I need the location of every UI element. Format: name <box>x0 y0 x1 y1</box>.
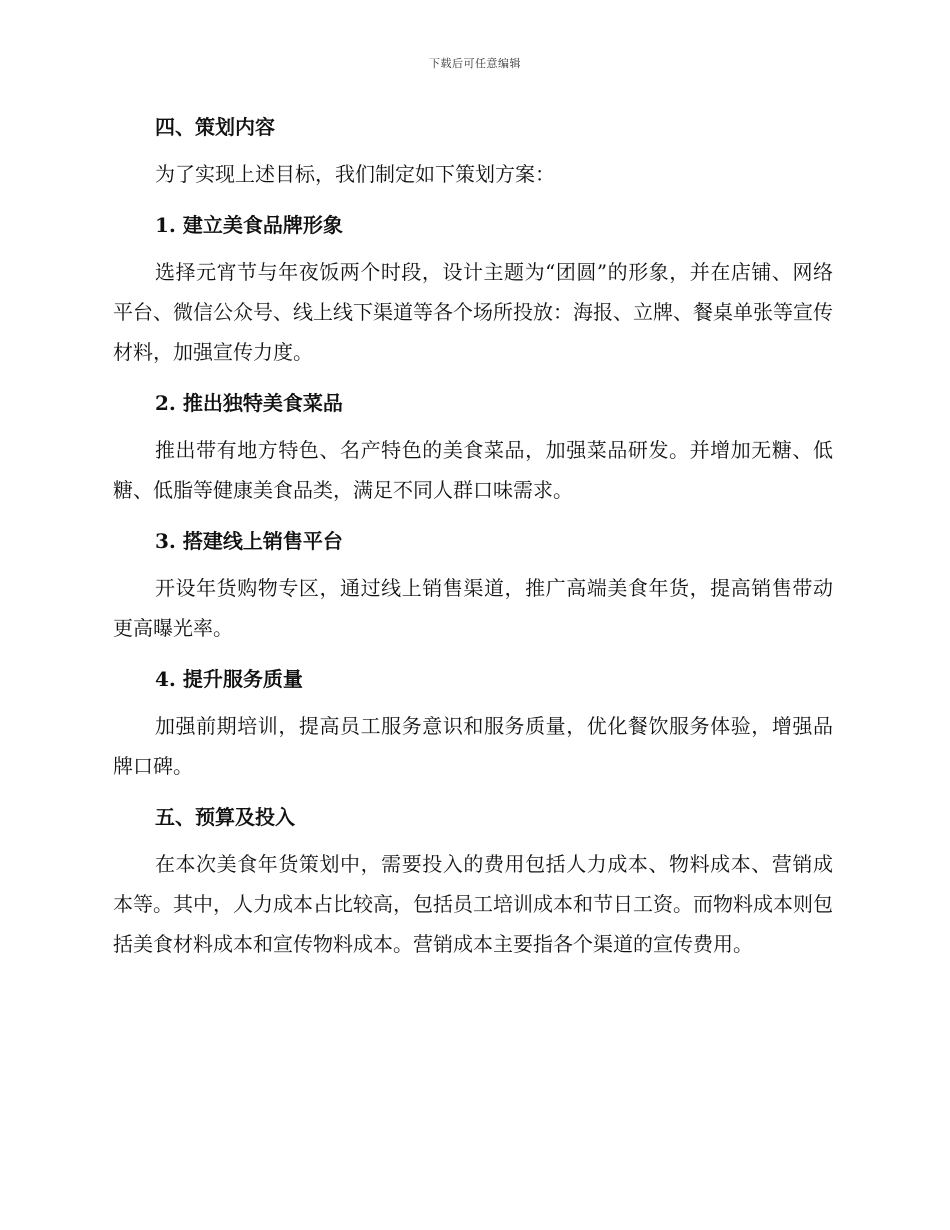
paragraph-online-sales: 开设年货购物专区，通过线上销售渠道，推广高端美食年货，提高销售带动更高曝光率。 <box>113 576 833 640</box>
paragraph-budget: 在本次美食年货策划中，需要投入的费用包括人力成本、物料成本、营销成本等。其中，人力成本占比较高，包括员工培训成本和节日工资。而物料成本则包括美食材料成本和宣传物料成本。营销成本主要指各个渠道的宣传费用。 <box>113 852 833 956</box>
subheading-brand-image: 1. 建立美食品牌形象 <box>155 213 343 237</box>
paragraph-service-quality: 加强前期培训，提高员工服务意识和服务质量，优化餐饮服务体验，增强品牌口碑。 <box>113 714 833 778</box>
subheading-service-quality: 4. 提升服务质量 <box>155 667 303 691</box>
paragraph-intro: 为了实现上述目标，我们制定如下策划方案： <box>155 162 555 186</box>
paragraph-brand-image: 选择元宵节与年夜饭两个时段，设计主题为“团圆”的形象，并在店铺、网络平台、微信公众号、线上线下渠道等各个场所投放：海报、立牌、餐桌单张等宣传材料，加强宣传力度。 <box>113 260 833 364</box>
subheading-dishes: 2. 推出独特美食菜品 <box>155 391 343 415</box>
page-header: 下载后可任意编辑 <box>429 57 521 70</box>
subheading-online-sales: 3. 搭建线上销售平台 <box>155 529 343 553</box>
paragraph-dishes: 推出带有地方特色、名产特色的美食菜品，加强菜品研发。并增加无糖、低糖、低脂等健康美食品类，满足不同人群口味需求。 <box>113 438 833 502</box>
document-body <box>113 112 833 964</box>
section-heading-budget: 五、预算及投入 <box>155 805 295 829</box>
section-heading-planning: 四、策划内容 <box>155 115 275 139</box>
